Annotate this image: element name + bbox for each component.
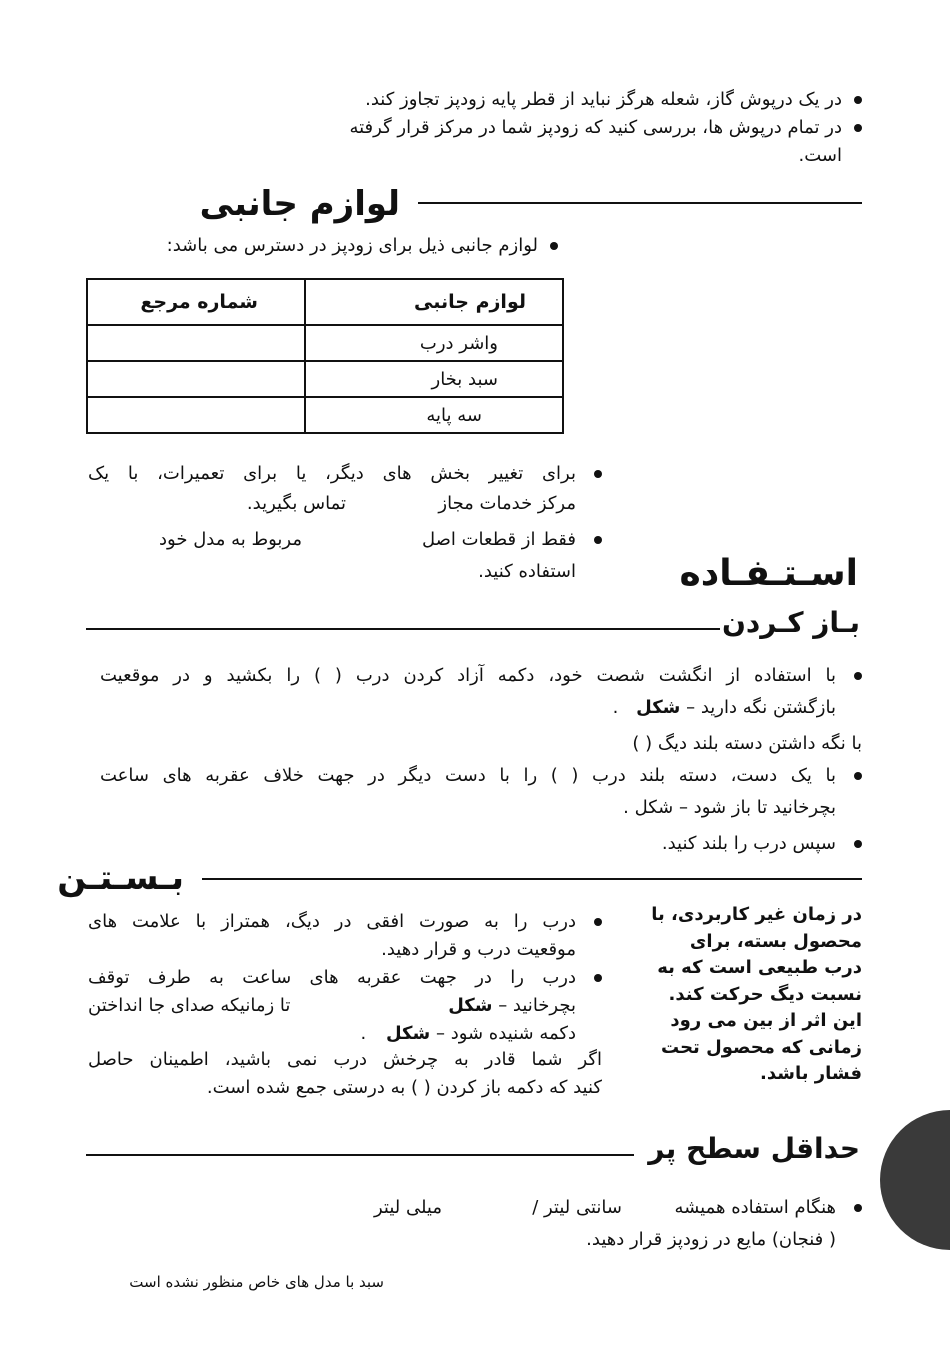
table-cell-accessory: سه پایه [305, 397, 563, 433]
bullet-dot [594, 536, 602, 544]
table-header-row [87, 279, 563, 325]
table-cell-reference [87, 325, 305, 361]
opening-heading: بـاز کـردن [721, 606, 860, 639]
sidenote-line: محصول بسته، برای [689, 930, 862, 952]
top-bullet-1 [365, 86, 862, 114]
closing-note-line-2: کنید که دکمه باز کردن ( ) به درستی جمع شده است. [206, 1077, 602, 1098]
closing-bullet-2-line-2-start [448, 992, 576, 1020]
min-fill-line-1a: هنگام استفاده همیشه [674, 1197, 836, 1218]
table-row [87, 325, 563, 361]
bullet-dot [854, 672, 862, 680]
closing-heading-rule [202, 878, 862, 880]
accessories-intro-bullet [167, 232, 558, 260]
closing-bullet-2-line-2a: بچرخانید – [498, 995, 576, 1016]
top-bullet-text-2: در تمام درپوش ها، بررسی کنید که زودپز شما در مرکز قرار گرفته [349, 117, 842, 138]
bullet-dot [854, 124, 862, 132]
hold-handle-line: با نگه داشتن دسته بلند دیگ ( ) [632, 733, 862, 754]
table-header-accessory: لوازم جانبی [305, 279, 563, 325]
sidenote-line: نسبت دیگ حرکت کند. [668, 983, 862, 1005]
closing-note-line-1: اگر شما قادر به چرخش درب نمی باشید، اطمینان حاصل [88, 1049, 602, 1070]
min-fill-line-2: ( فنجان) مایع در زودپز قرار دهید. [586, 1229, 836, 1250]
opening-bullet-1-line-2 [613, 694, 836, 722]
closing-bullet-2-line-3a: دکمه شنیده شود – [435, 1023, 576, 1044]
service-line-1: برای تغییر بخش های دیگر، یا برای تعمیرات، با یک [88, 463, 576, 484]
table-row [87, 397, 563, 433]
closing-heading: بـسـتـن [57, 858, 184, 898]
figure-ref-close-1: شکل [448, 995, 493, 1016]
bullet-dot [854, 772, 862, 780]
min-fill-heading: حداقل سطح پر [648, 1132, 860, 1165]
usage-heading: اسـتـفـاده [679, 553, 858, 594]
bullet-dot [854, 1204, 862, 1212]
opening-bullet-3-text: سپس درب را بلند کنید. [661, 833, 836, 854]
accessories-heading-rule [418, 202, 862, 204]
original-parts-line-1a: فقط از قطعات اصل [421, 529, 576, 550]
closing-bullet-2-line-2 [88, 992, 576, 1020]
top-bullet-text-2-cont: است. [798, 145, 842, 166]
table-header-reference: شماره مرجع [87, 279, 305, 325]
page-tab-marker [880, 1110, 950, 1250]
opening-bullet-3 [662, 830, 862, 858]
table-row [87, 361, 563, 397]
figure-ref-close-2: شکل [385, 1023, 431, 1044]
min-fill-line-1b: سانتی لیتر / [532, 1197, 622, 1218]
closing-bullet-1-line-2: موقعیت درب و قرار دهید. [381, 939, 576, 960]
bullet-dot [854, 96, 862, 104]
sidenote-line: درب طبیعی است که به [657, 957, 862, 978]
service-line-2b: تماس بگیرید. [246, 493, 346, 514]
table-cell-accessory: سبد بخار [305, 361, 563, 397]
sidenote-line: فشار باشد. [760, 1063, 862, 1084]
sidenote-line: در زمان غیر کاربردی، با [651, 904, 862, 925]
accessories-intro: لوازم جانبی ذیل برای زودپز در دسترس می باشد: [166, 235, 538, 256]
accessories-heading: لوازم جانبی [199, 184, 400, 224]
figure-ref-open: شکل [636, 697, 681, 718]
footnote: سبد با مدل های خاص منظور نشده است [129, 1273, 384, 1291]
opening-bullet-1-line-1: با استفاده از انگشت شصت خود، دکمه آزاد کردن درب ( ) را بکشید و در موقعیت [100, 665, 836, 686]
bullet-dot [854, 840, 862, 848]
min-fill-heading-rule [86, 1154, 634, 1156]
table-cell-accessory: واشر درب [305, 325, 563, 361]
top-bullet-2 [349, 114, 862, 142]
closing-bullet-2-line-3 [361, 1020, 576, 1048]
closing-bullet-1-line-1: درب را به صورت افقی در دیگ، همتراز با علامت های [88, 911, 576, 932]
min-fill-line-1c: میلی لیتر [373, 1197, 442, 1218]
top-bullet-text-1: در یک درپوش گاز، شعله هرگز نباید از قطر پایه زودپز تجاوز کند. [365, 89, 842, 110]
opening-bullet-2-line-1: با یک دست، دسته بلند درب ( ) را با دست دیگر در جهت خلاف عقربه های ساعت [100, 765, 836, 786]
service-line-2a: مرکز خدمات مجاز [438, 493, 576, 514]
accessories-table [86, 278, 564, 434]
opening-heading-rule [86, 628, 720, 630]
closing-bullet-2-line-3c: . [360, 1023, 367, 1044]
opening-bullet-1-line-2a: بازگشتن نگه دارید – [686, 697, 836, 718]
sidenote-line: زمانی که محصول تحت [661, 1036, 862, 1058]
closing-bullet-2-line-2c: تا زمانیکه صدای جا انداختن [88, 995, 291, 1016]
bullet-dot [594, 470, 602, 478]
opening-bullet-2-line-2: بچرخانید تا باز شود – شکل . [623, 797, 836, 818]
closing-bullet-2-line-1: درب را در جهت عقربه های ساعت به طرف توقف [88, 967, 576, 988]
opening-bullet-1-line-2c: . [612, 697, 619, 718]
bullet-dot [594, 918, 602, 926]
sidenote-line: این اثر از بین می رود [670, 1010, 862, 1031]
bullet-dot [594, 974, 602, 982]
bullet-dot [550, 242, 558, 250]
original-parts-line-2: استفاده کنید. [478, 561, 576, 582]
closing-sidenote [642, 902, 862, 1088]
table-cell-reference [87, 397, 305, 433]
table-cell-reference [87, 361, 305, 397]
original-parts-line-1b: مربوط به مدل خود [159, 529, 302, 550]
